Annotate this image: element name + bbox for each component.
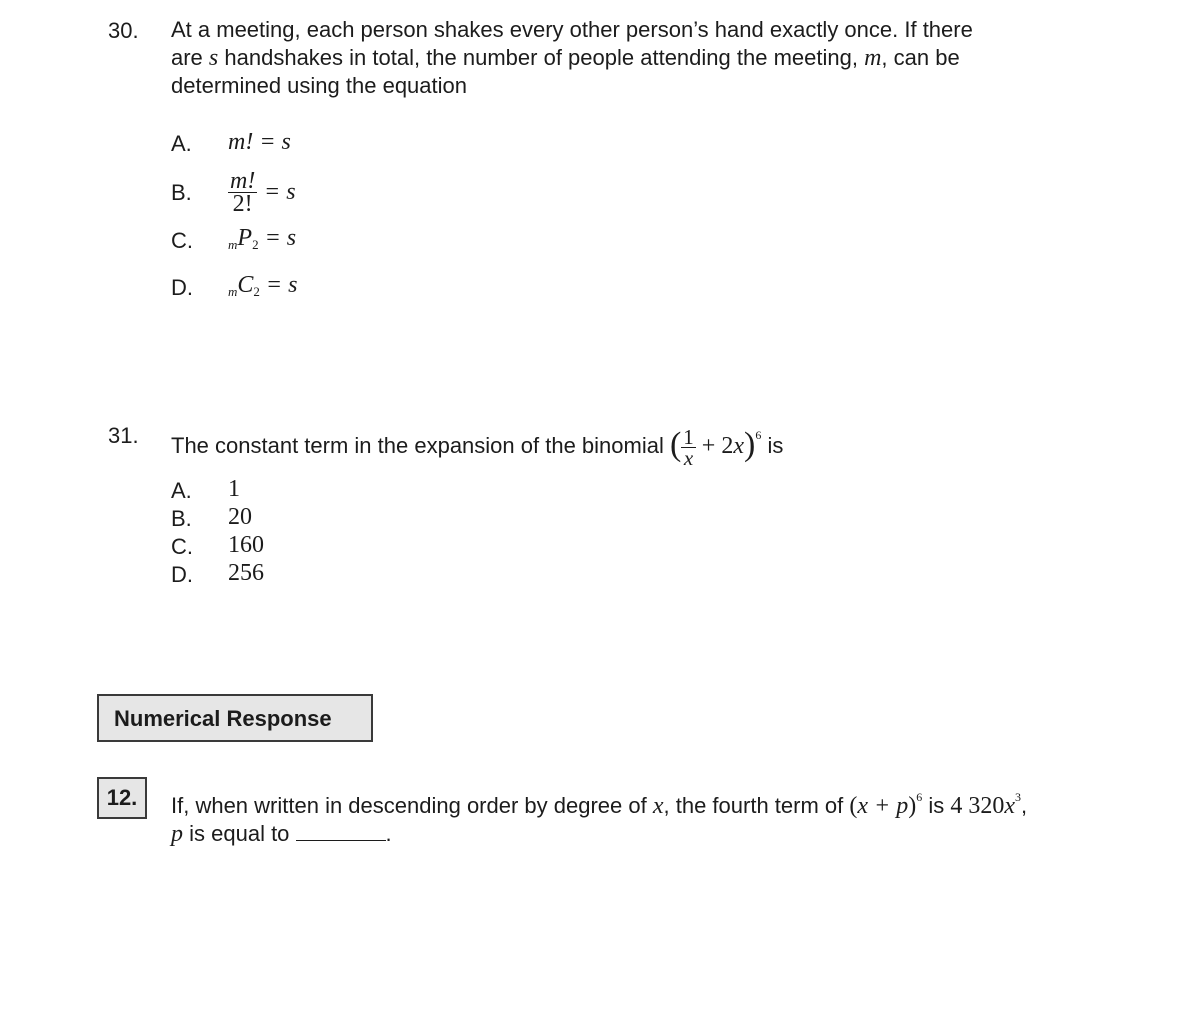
nr12-line-1: If, when written in descending order by degree of x, the fourth term of $(x + p)^6$ is 4 $320x^3$,: [171, 790, 1028, 819]
binomial-x-plus-p: $(x + p)^6$: [849, 790, 923, 819]
answer-blank[interactable]: [296, 822, 386, 841]
fourth-term: 4 $320x^3$: [950, 790, 1022, 819]
numerical-response-12-number: 12.: [97, 777, 147, 819]
q30-option-c-letter: C.: [171, 228, 193, 253]
q30-line-1: At a meeting, each person shakes every other person’s hand exactly once. If there: [171, 17, 973, 42]
q31-option-d-letter: D.: [171, 562, 193, 587]
q30-line-2: are s handshakes in total, the number of people attending the meeting, m, can be: [171, 45, 960, 71]
q30-option-d-math: mC2 = s: [228, 272, 298, 299]
question-30-number: 30.: [108, 18, 139, 43]
q31-option-d-value: 256: [228, 560, 264, 586]
nr12-line-2: p is equal to .: [171, 821, 392, 847]
var-s: s: [208, 45, 219, 71]
question-31-stem: The constant term in the expansion of the binomial ( $\frac{1}{x}$ + 2x)$^6$ is: [171, 421, 783, 468]
q30-line-3: determined using the equation: [171, 73, 467, 98]
q31-option-a-value: 1: [228, 476, 240, 502]
q31-option-b-value: 20: [228, 504, 252, 530]
var-x: x: [652, 793, 664, 819]
question-31-number: 31.: [108, 423, 139, 448]
q31-option-c-value: 160: [228, 532, 264, 558]
numerical-response-12-stem: [171, 783, 1027, 848]
q31-option-c-letter: C.: [171, 534, 193, 559]
fraction: $\frac{m!}{2!}$: [230, 168, 256, 217]
q30-option-c-math: mP2 = s: [228, 225, 297, 252]
q31-option-a-letter: A.: [171, 478, 192, 503]
q30-option-b-letter: B.: [171, 180, 192, 205]
q30-option-a-math: m! = s: [228, 129, 291, 155]
question-30-stem: [171, 16, 1051, 100]
section-heading-numerical-response: Numerical Response: [97, 694, 373, 742]
q30-option-d-letter: D.: [171, 275, 193, 300]
q30-option-b-math: $\frac{m!}{2!}$ = s: [230, 168, 296, 217]
var-m: m: [864, 45, 882, 71]
var-p: p: [171, 821, 183, 847]
q31-option-b-letter: B.: [171, 506, 192, 531]
binomial-expression: ( $\frac{1}{x}$ + 2x)$^6$: [669, 424, 762, 470]
q30-option-a-letter: A.: [171, 131, 192, 156]
